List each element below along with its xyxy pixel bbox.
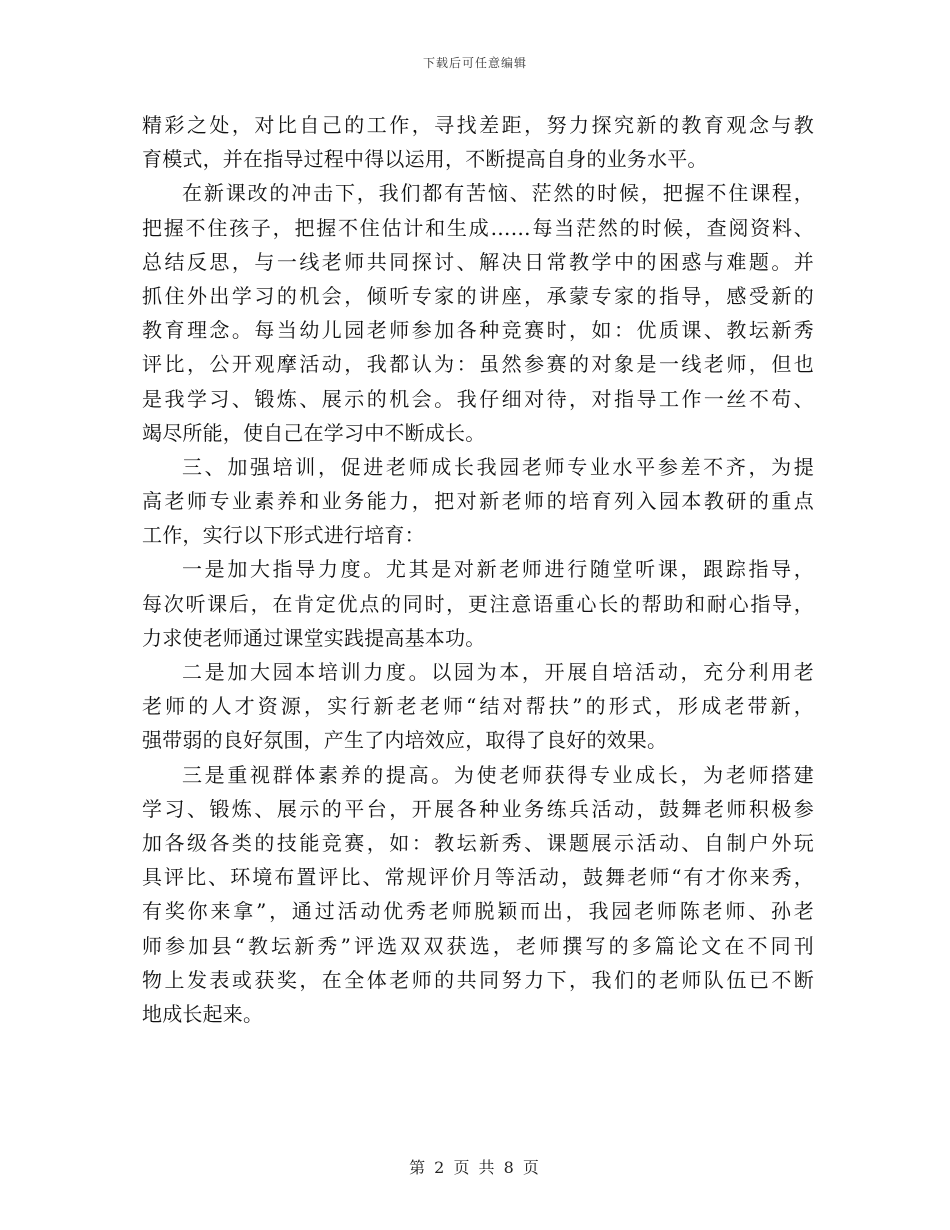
text-line: 师参加县“教坛新秀”评选双双获选，老师撰写的多篇论文在不同刊	[142, 933, 814, 958]
text-line: 三是重视群体素养的提高。为使老师获得专业成长，为老师搭建	[182, 762, 814, 787]
text-line: 总结反思，与一线老师共同探讨、解决日常教学中的困惑与难题。并	[142, 249, 814, 274]
text-line: 精彩之处，对比自己的工作，寻找差距，努力探究新的教育观念与教	[142, 113, 814, 137]
text-line: 育模式，并在指导过程中得以运用，不断提高自身的业务水平。	[142, 147, 708, 172]
text-line: 强带弱的良好氛围，产生了内培效应，取得了良好的效果。	[142, 728, 668, 753]
text-line: 教育理念。每当幼儿园老师参加各种竞赛时，如：优质课、教坛新秀	[142, 318, 814, 343]
text-line: 二是加大园本培训力度。以园为本，开展自培活动，充分利用老	[182, 660, 814, 684]
text-line: 工作，实行以下形式进行培育：	[142, 523, 425, 548]
document-body	[142, 108, 814, 1031]
text-line: 把握不住孩子，把握不住估计和生成……每当茫然的时候，查阅资料、	[142, 215, 814, 240]
text-line: 评比，公开观摩活动，我都认为：虽然参赛的对象是一线老师，但也	[142, 352, 814, 377]
text-line: 每次听课后，在肯定优点的同时，更注意语重心长的帮助和耐心指导，	[142, 591, 814, 616]
text-line: 具评比、环境布置评比、常规评价月等活动，鼓舞老师“有才你来秀，	[142, 865, 814, 890]
text-line: 物上发表或获奖，在全体老师的共同努力下，我们的老师队伍已不断	[142, 967, 814, 992]
text-line: 抓住外出学习的机会，倾听专家的讲座，承蒙专家的指导，感受新的	[142, 283, 814, 308]
text-line: 地成长起来。	[142, 1001, 264, 1026]
text-line: 竭尽所能，使自己在学习中不断成长。	[142, 420, 486, 445]
text-line: 加各级各类的技能竞赛，如：教坛新秀、课题展示活动、自制户外玩	[142, 830, 814, 855]
text-line: 高老师专业素养和业务能力，把对新老师的培育列入园本教研的重点	[142, 489, 814, 514]
text-line: 老师的人才资源，实行新老老师“结对帮扶”的形式，形成老带新，	[142, 694, 814, 719]
text-line: 三、加强培训，促进老师成长我园老师专业水平参差不齐，为提	[182, 454, 814, 479]
text-line: 学习、锻炼、展示的平台，开展各种业务练兵活动，鼓舞老师积极参	[142, 796, 814, 821]
text-line: 力求使老师通过课堂实践提高基本功。	[142, 625, 486, 650]
page-header-note: 下载后可任意编辑	[422, 56, 527, 70]
text-line: 是我学习、锻炼、展示的机会。我仔细对待，对指导工作一丝不苟、	[142, 386, 814, 411]
page-number: 第 2 页 共 8 页	[409, 1158, 541, 1177]
text-line: 有奖你来拿”，通过活动优秀老师脱颖而出，我园老师陈老师、孙老	[142, 899, 814, 924]
text-line: 在新课改的冲击下，我们都有苦恼、茫然的时候，把握不住课程，	[182, 181, 814, 206]
text-line: 一是加大指导力度。尤其是对新老师进行随堂听课，跟踪指导，	[182, 557, 814, 582]
